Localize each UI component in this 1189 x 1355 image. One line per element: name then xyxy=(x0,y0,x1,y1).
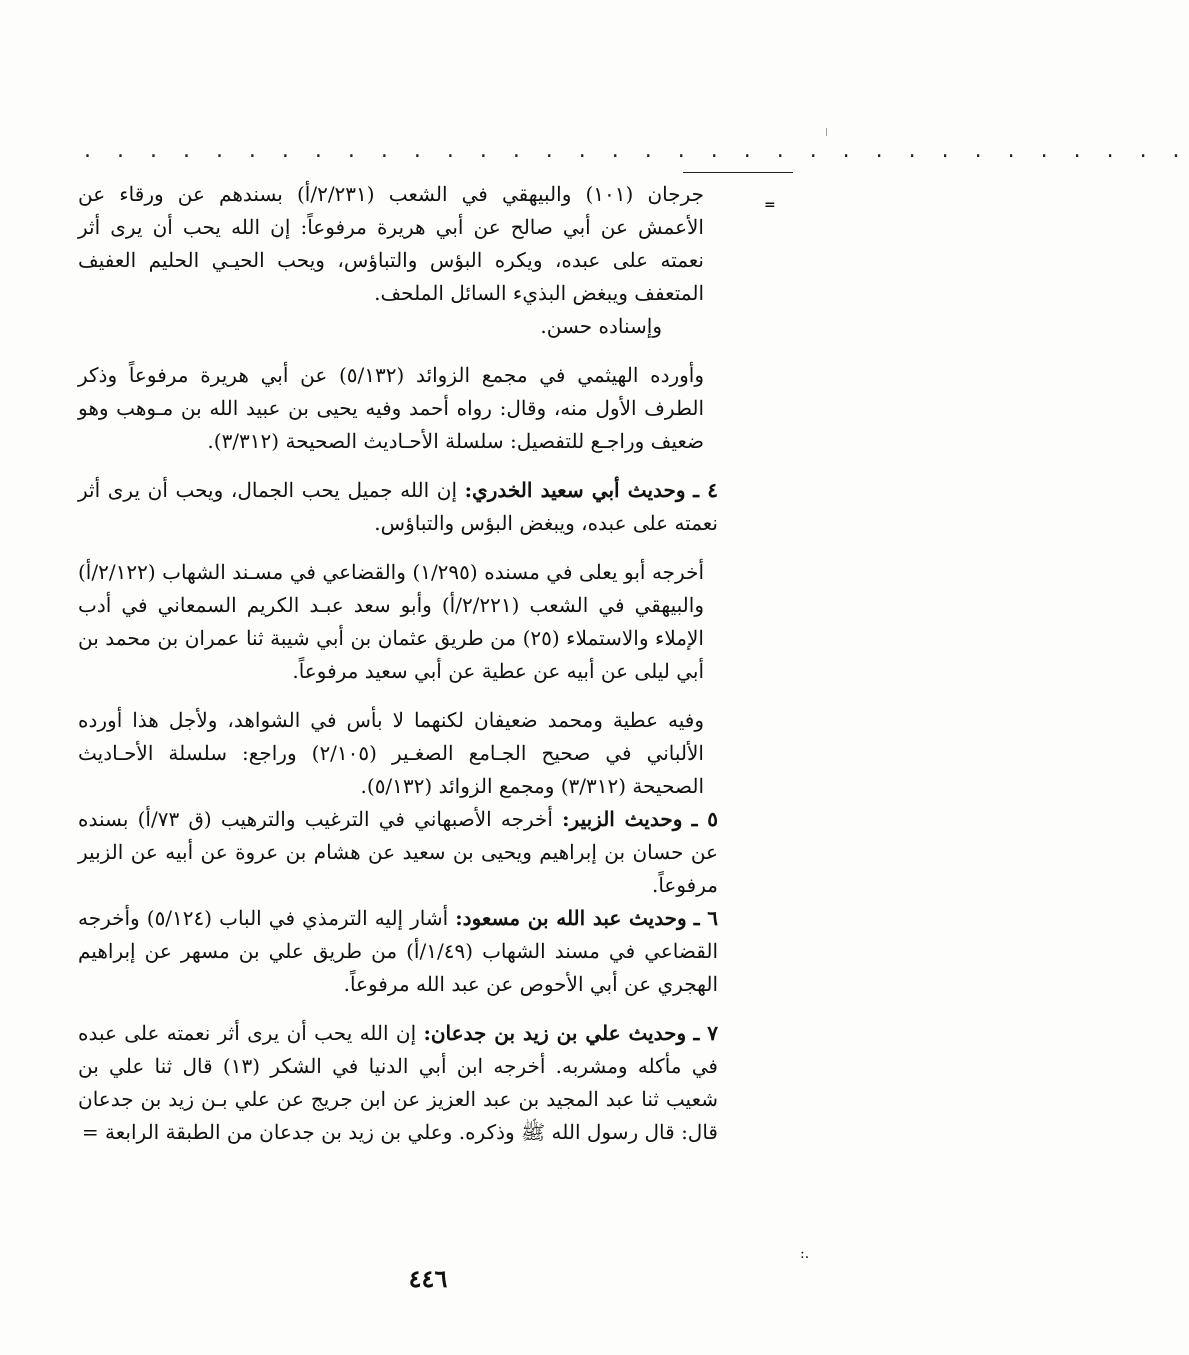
continuation-mark: = xyxy=(764,197,776,213)
item-heading: وحديث أبي سعيد الخدري: xyxy=(464,478,686,502)
side-mark: :. xyxy=(800,1246,810,1262)
paragraph-5: أخرجه أبو يعلى في مسنده (١/٢٩٥) والقضاعي في مسـند الشهاب (٢/١٢٢/أ) والبيهقي في الشعب (٢/٢٢١/أ) وأبو سعد عبـد الكريم السمعاني في أدب الإملاء والاستملاء (٢٥) من طريق عثمان بن أبي شيبة ثنا عمران بن محمد بن أبي ليلى عن أبيه عن عطية عن أبي سعيد مرفوعاً. xyxy=(78,560,705,683)
item-7 xyxy=(78,1017,718,1149)
paragraph-1: جرجان (١٠١) والبيهقي في الشعب (٢/٢٣١/أ) بسندهم عن ورقاء عن الأعمش عن أبي صالح عن أبي هريرة مرفوعاً: إن الله يحب أن يرى أثر نعمته على عبده، ويكره البؤس والتباؤس، ويحب الحيـي الحليم العفيف المتعفف ويبغض البذيء السائل الملحف. xyxy=(78,182,704,305)
item-text: إن الله جميل يحب الجمال، ويحب أن يرى أثر نعمته على عبده، ويبغض البؤس والتباؤس. xyxy=(78,478,718,535)
item-text: أشار إليه الترمذي في الباب (٥/١٢٤) وأخرجه القضاعي في مسند الشهاب (١/٤٩/أ) من طريق علي بن مسهر عن إبراهيم الهجري عن أبي الأحوص عن عبد الله مرفوعاً. xyxy=(78,906,718,996)
item-number: ٤ ـ xyxy=(693,478,719,502)
margin-tick xyxy=(826,128,827,136)
footnote-rule xyxy=(683,172,793,173)
paragraph-2: وإسناده حسن. xyxy=(540,314,662,338)
item-number: ٥ ـ xyxy=(691,807,719,831)
item-5 xyxy=(78,803,718,902)
separator-dots: . . . . . . . . . . . . . . . . . . . . . . . . . . . . . . . . . . xyxy=(84,138,1189,163)
item-6 xyxy=(78,902,718,1001)
paragraph-3: وأورده الهيثمي في مجمع الزوائد (٥/١٣٢) عن أبي هريرة مرفوعاً وذكر الطرف الأول منه، وقال: رواه أحمد وفيه يحيى بن عبيد الله بن مـوهب وهو ضعيف وراجـع للتفصيل: سلسلة الأحـاديث الصحيحة (٣/٣١٢). xyxy=(78,363,705,453)
item-number: ٦ ـ xyxy=(693,906,719,930)
item-text: إن الله يحب أن يرى أثر نعمته على عبده في مأكله ومشربه. أخرجه ابن أبي الدنيا في الشكر (١٣) قال ثنا علي بن شعيب ثنا عبد المجيد بن عبد العزيز عن ابن جريج عن علي بـن زيد بن جدعان قال: قال رسول الله ﷺ وذكره. وعلي بن زيد بن جدعان من الطبقة الرابعة = xyxy=(78,1021,718,1144)
paragraph-6: وفيه عطية ومحمد ضعيفان لكنهما لا بأس في الشواهد، ولأجل هذا أورده الألباني في صحيح الجـامع الصغـير (٢/١٠٥) وراجع: سلسلة الأحـاديث الصحيحة (٣/٣١٢) ومجمع الزوائد (٥/١٣٢). xyxy=(78,708,704,798)
item-heading: وحديث عبد الله بن مسعود: xyxy=(455,906,687,930)
item-heading: وحديث الزبير: xyxy=(562,807,683,831)
item-4 xyxy=(78,474,718,540)
page-number: ٤٤٦ xyxy=(408,1264,448,1293)
item-heading: وحديث علي بن زيد بن جدعان: xyxy=(423,1021,687,1045)
item-number: ٧ ـ xyxy=(693,1021,719,1045)
page-body xyxy=(78,178,718,1149)
item-text: أخرجه الأصبهاني في الترغيب والترهيب (ق ٧٣/أ) بسنده عن حسان بن إبراهيم ويحيى بن سعيد عن هشام بن عروة عن أبيه عن الزبير مرفوعاً. xyxy=(78,807,718,897)
